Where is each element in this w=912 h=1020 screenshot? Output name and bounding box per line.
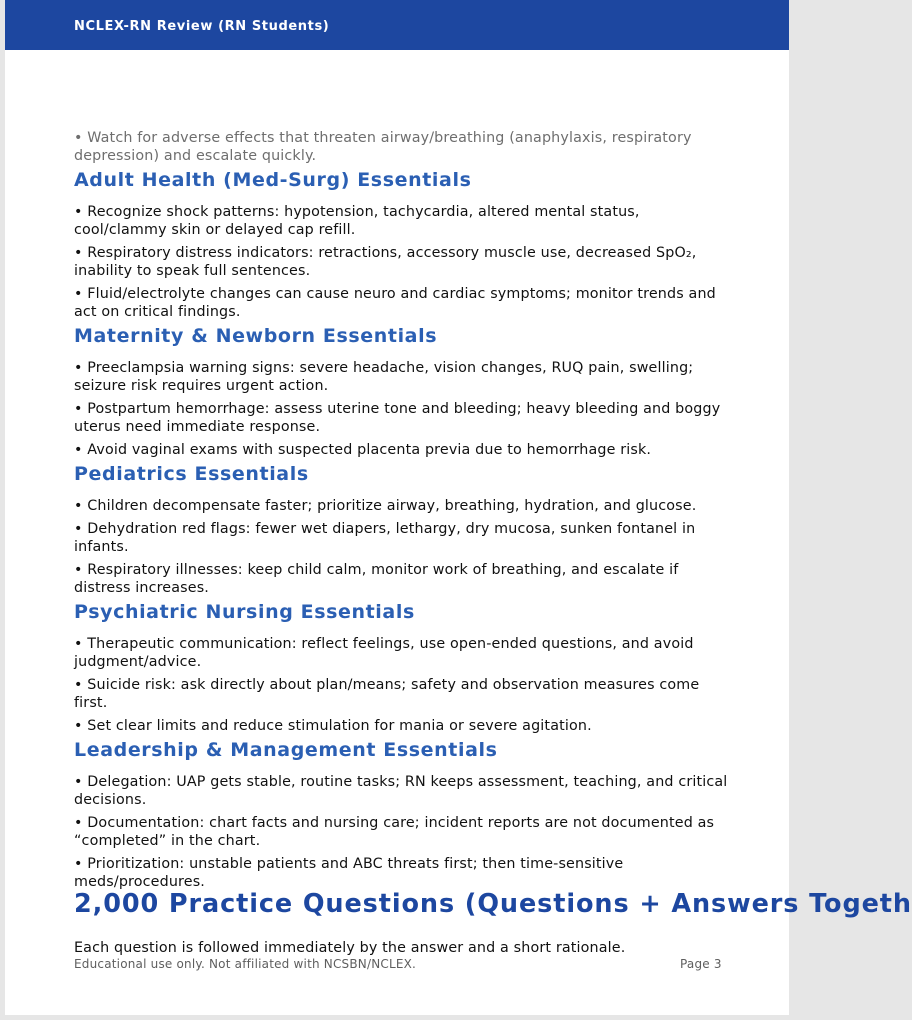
section-heading: Leadership & Management Essentials	[74, 739, 498, 761]
page-header	[5, 0, 789, 50]
bullet-item: • Respiratory distress indicators: retractions, accessory muscle use, decreased SpO₂, inability to speak full sentences.	[74, 245, 697, 279]
section-heading: Adult Health (Med-Surg) Essentials	[74, 169, 472, 191]
practice-questions-heading: 2,000 Practice Questions (Questions + Answers Togeth	[74, 889, 912, 919]
bullet-item: • Therapeutic communication: reflect feelings, use open-ended questions, and avoid judgment/advice.	[74, 636, 694, 670]
bullet-item: • Suicide risk: ask directly about plan/means; safety and observation measures come first.	[74, 677, 700, 711]
footer-disclaimer: Educational use only. Not affiliated with NCSBN/NCLEX.	[74, 957, 417, 971]
page-number: Page 3	[680, 957, 722, 971]
section-heading: Psychiatric Nursing Essentials	[74, 601, 415, 623]
practice-questions-subtext: Each question is followed immediately by the answer and a short rationale.	[74, 940, 626, 956]
document-page	[5, 0, 912, 1015]
section-maternity-newborn	[74, 325, 734, 459]
header-title: NCLEX-RN Review (RN Students)	[74, 19, 330, 34]
section-psychiatric	[74, 601, 734, 735]
bullet-item: • Prioritization: unstable patients and ABC threats first; then time-sensitive meds/procedures.	[74, 856, 624, 890]
section-heading: Pediatrics Essentials	[74, 463, 309, 485]
section-adult-health	[74, 169, 734, 321]
bullet-item: • Set clear limits and reduce stimulation for mania or severe agitation.	[74, 718, 592, 734]
page-content	[74, 129, 912, 956]
intro-bullet: • Watch for adverse effects that threaten airway/breathing (anaphylaxis, respiratory depression) and escalate quickly.	[74, 130, 692, 164]
section-pediatrics	[74, 463, 734, 597]
bullet-item: • Preeclampsia warning signs: severe headache, vision changes, RUQ pain, swelling; seizure risk requires urgent action.	[74, 360, 694, 394]
bullet-item: • Delegation: UAP gets stable, routine tasks; RN keeps assessment, teaching, and critical decisions.	[74, 774, 728, 808]
section-heading: Maternity & Newborn Essentials	[74, 325, 438, 347]
bullet-item: • Avoid vaginal exams with suspected placenta previa due to hemorrhage risk.	[74, 442, 652, 458]
bullet-item: • Recognize shock patterns: hypotension, tachycardia, altered mental status, cool/clammy skin or delayed cap refill.	[74, 204, 640, 238]
bullet-item: • Fluid/electrolyte changes can cause neuro and cardiac symptoms; monitor trends and act on critical findings.	[74, 286, 716, 320]
bullet-item: • Documentation: chart facts and nursing care; incident reports are not documented as “completed” in the chart.	[74, 815, 715, 849]
section-leadership	[74, 739, 734, 891]
bullet-item: • Respiratory illnesses: keep child calm, monitor work of breathing, and escalate if distress increases.	[74, 562, 679, 596]
bullet-item: • Dehydration red flags: fewer wet diapers, lethargy, dry mucosa, sunken fontanel in infants.	[74, 521, 696, 555]
bullet-item: • Children decompensate faster; prioritize airway, breathing, hydration, and glucose.	[74, 498, 697, 514]
bullet-item: • Postpartum hemorrhage: assess uterine tone and bleeding; heavy bleeding and boggy uterus need immediate response.	[74, 401, 721, 435]
